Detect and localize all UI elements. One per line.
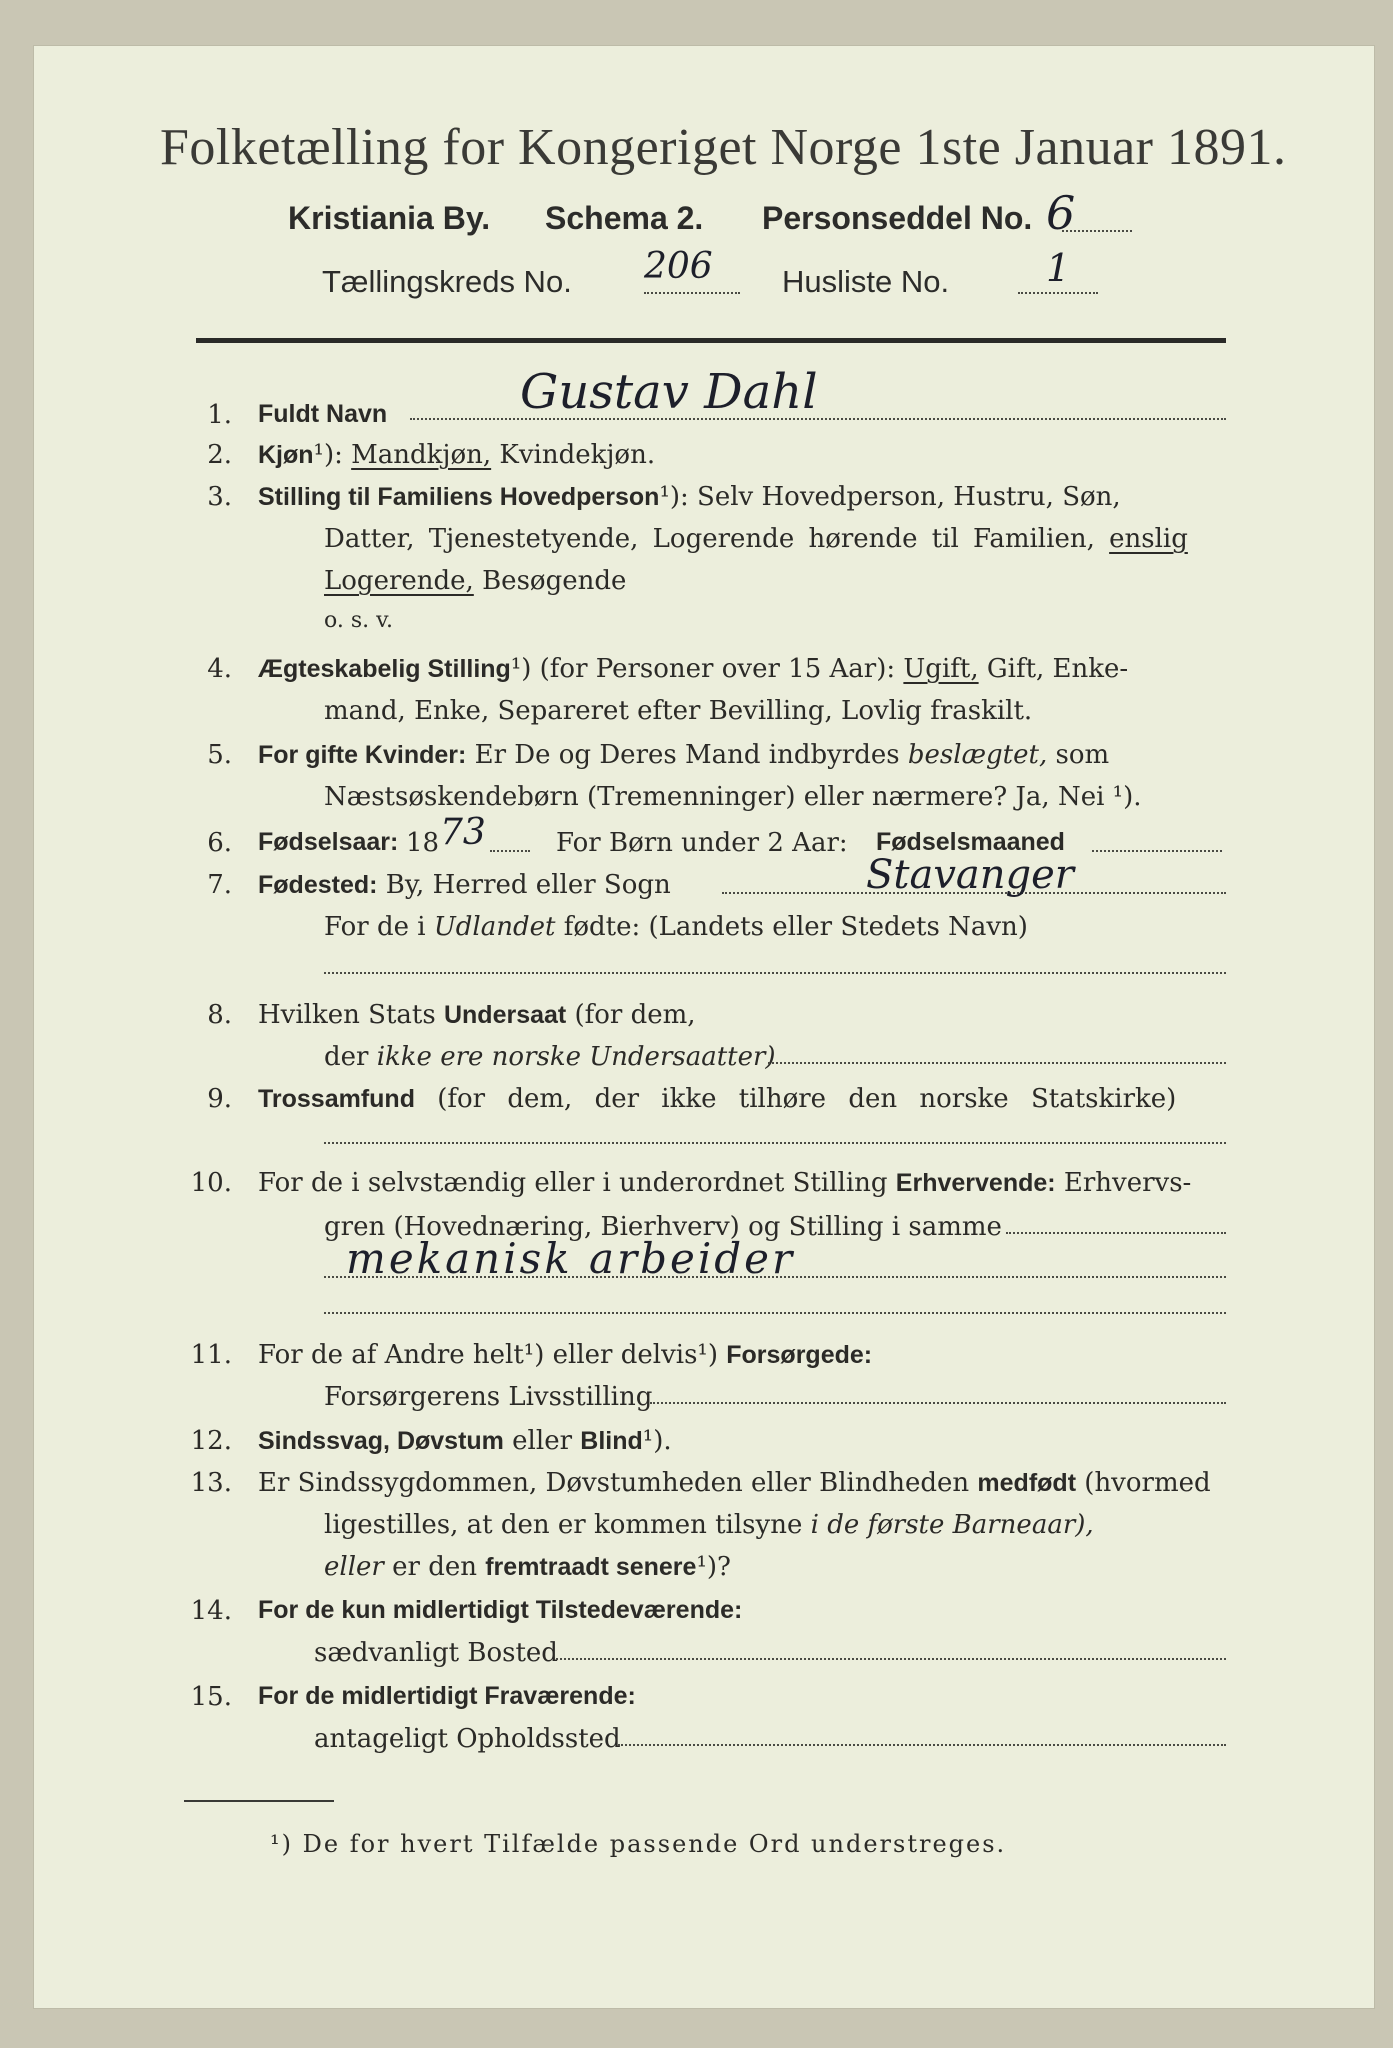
undersaat-text-2: (for dem, xyxy=(574,1000,696,1030)
footnote: ¹) De for hvert Tilfælde passende Ord understreges. xyxy=(270,1830,1007,1858)
item-number: 13. xyxy=(190,1468,232,1498)
forsorgede-line-2: Forsørgerens Livsstilling xyxy=(324,1382,653,1412)
stilling-label: Stilling til Familiens Hovedperson xyxy=(258,483,660,511)
aegteskab-line-1 xyxy=(258,654,1128,684)
item-number: 3. xyxy=(207,482,232,512)
fodested-udlandet: Udlandet xyxy=(433,912,556,942)
undersaat-line-2 xyxy=(324,1042,776,1072)
fodested-udland-text-1: For de i xyxy=(324,912,426,942)
fodselsaar-label: Fødselsaar: xyxy=(258,828,399,856)
aegteskab-line-2: mand, Enke, Separeret efter Bevilling, Lovlig fraskilt. xyxy=(324,696,1033,726)
erhverv-value: mekanisk arbeider xyxy=(346,1234,796,1283)
personseddel-label: Personseddel No. xyxy=(762,200,1033,236)
undersaat-label: Undersaat xyxy=(443,1001,567,1029)
dotted-line xyxy=(1018,292,1098,294)
erhverv-line-1 xyxy=(258,1168,1191,1198)
stilling-line-1 xyxy=(258,482,1121,512)
form-title: Folketælling for Kongeriget Norge 1ste Januar 1891. xyxy=(160,119,1287,176)
fodested-text: By, Herred eller Sogn xyxy=(385,870,671,900)
erhverv-label: Erhvervende: xyxy=(895,1169,1056,1197)
kreds-number: 206 xyxy=(644,246,713,287)
trossamfund-line xyxy=(258,1084,1176,1114)
medfodt-barneaar: i de første Barneaar), xyxy=(810,1510,1094,1540)
medfodt-text-3: ligestilles, at den er kommen tilsyne xyxy=(324,1510,803,1540)
sindssvag-eller: eller xyxy=(512,1426,573,1456)
item-number: 8. xyxy=(207,1000,232,1030)
fodested-label: Fødested: xyxy=(258,871,378,899)
dotted-line xyxy=(768,1062,1226,1064)
sindssvag-label: Sindssvag, Døvstum xyxy=(258,1427,504,1455)
dotted-line xyxy=(324,972,1226,974)
fuldt-navn-label: Fuldt Navn xyxy=(258,400,388,428)
medfodt-eller: eller xyxy=(324,1552,384,1582)
item-number: 7. xyxy=(207,870,232,900)
medfodt-text-4: er den xyxy=(392,1552,477,1582)
fodselsaar-born-text: For Børn under 2 Aar: xyxy=(556,828,848,858)
trossamfund-label: Trossamfund xyxy=(258,1085,415,1113)
schema-label: Schema 2. xyxy=(545,200,704,236)
stilling-line-3 xyxy=(324,566,626,596)
item-number: 9. xyxy=(207,1084,232,1114)
dotted-line xyxy=(324,1312,1226,1314)
personseddel-number: 6 xyxy=(1046,186,1076,240)
dotted-line xyxy=(324,1142,1226,1144)
undersaat-text-1: Hvilken Stats xyxy=(258,1000,436,1030)
medfodt-text-2: (hvormed xyxy=(1084,1468,1211,1498)
dotted-line xyxy=(556,1658,1226,1660)
item-number: 6. xyxy=(207,828,232,858)
item-number: 14. xyxy=(190,1596,232,1626)
opholdssted-text: antageligt Opholdssted xyxy=(314,1724,621,1754)
husliste-label: Husliste No. xyxy=(782,264,950,299)
fremtraadt-label: fremtraadt senere xyxy=(485,1553,697,1581)
aegteskab-options-1: ¹) (for Personer over 15 Aar): xyxy=(510,654,896,684)
fodselsmaaned-label: Fødselsmaaned xyxy=(876,828,1065,856)
undersaat-der: der xyxy=(324,1042,369,1072)
stilling-options-2: Datter, Tjenestetyende, Logerende hørende til Familien, xyxy=(324,524,1095,554)
trossamfund-text: (for dem, der ikke tilhøre den norske Statskirke) xyxy=(437,1084,1177,1114)
stilling-option-besogende: Besøgende xyxy=(482,566,627,596)
footnote-ref: ¹)? xyxy=(696,1552,731,1582)
fuldt-navn-value: Gustav Dahl xyxy=(520,364,818,420)
footnote-ref: ¹): xyxy=(313,440,343,470)
aegteskab-label: Ægteskabelig Stilling xyxy=(258,655,511,683)
kjon-label: Kjøn xyxy=(258,441,314,469)
gifte-kvinder-som: som xyxy=(1055,740,1110,770)
erhverv-text-1: For de i selvstændig eller i underordnet Stilling xyxy=(258,1168,888,1198)
header-divider xyxy=(196,338,1226,343)
item-number: 11. xyxy=(190,1340,232,1370)
dotted-line xyxy=(618,1744,1226,1746)
dotted-line xyxy=(650,1402,1226,1404)
medfodt-line-2 xyxy=(324,1510,1094,1540)
fodested-value: Stavanger xyxy=(866,852,1074,898)
dotted-line xyxy=(644,292,740,294)
medfodt-text-1: Er Sindssygdommen, Døvstumheden eller Blindheden xyxy=(258,1468,970,1498)
erhverv-line-2: gren (Hovednæring, Bierhverv) og Stilling i samme xyxy=(324,1212,1002,1242)
gifte-kvinder-beslaegtet: beslægtet, xyxy=(907,740,1048,770)
dotted-line xyxy=(1006,1232,1226,1234)
footnote-ref: ¹). xyxy=(642,1426,672,1456)
fodested-line-1 xyxy=(258,870,671,900)
aegteskab-option-ugift: Ugift, xyxy=(903,654,979,684)
bosted-text: sædvanligt Bosted xyxy=(314,1638,558,1668)
kreds-label: Tællingskreds No. xyxy=(322,264,572,299)
dotted-line xyxy=(1062,230,1132,232)
dotted-line xyxy=(490,850,530,852)
stilling-option-enslig: enslig xyxy=(1109,524,1188,554)
blind-label: Blind xyxy=(580,1427,643,1455)
item-number: 10. xyxy=(190,1168,232,1198)
medfodt-label: medfødt xyxy=(977,1469,1077,1497)
city-label: Kristiania By. xyxy=(288,200,491,236)
forsorgede-text: For de af Andre helt¹) eller delvis¹) xyxy=(258,1340,718,1370)
stilling-options-1: ¹): Selv Hovedperson, Hustru, Søn, xyxy=(659,482,1121,512)
item-number: 4. xyxy=(207,654,232,684)
forsorgede-line-1 xyxy=(258,1340,872,1370)
stilling-line-2 xyxy=(324,524,1188,554)
fravaerende-label: For de midlertidigt Fraværende: xyxy=(258,1682,636,1710)
dotted-line xyxy=(324,1276,1226,1278)
gifte-kvinder-line-1 xyxy=(258,740,1109,770)
dotted-line xyxy=(410,418,1226,420)
forsorgede-label: Forsørgede: xyxy=(726,1341,873,1369)
stilling-line-4: o. s. v. xyxy=(324,608,393,633)
medfodt-line-1 xyxy=(258,1468,1211,1498)
kjon-option-kvinde: Kvindekjøn. xyxy=(499,440,656,470)
item-number: 1. xyxy=(207,400,232,430)
sindssvag-line xyxy=(258,1426,672,1456)
fodselsaar-prefix: 18 xyxy=(406,828,440,858)
gifte-kvinder-line-2: Næstsøskendebørn (Tremenninger) eller nærmere? Ja, Nei ¹). xyxy=(324,782,1142,812)
item-number: 15. xyxy=(190,1682,232,1712)
gifte-kvinder-text: Er De og Deres Mand indbyrdes xyxy=(474,740,900,770)
gifte-kvinder-label: For gifte Kvinder: xyxy=(258,741,467,769)
aegteskab-options-2: Gift, Enke- xyxy=(986,654,1129,684)
kjon-line xyxy=(258,440,655,470)
item-number: 2. xyxy=(207,440,232,470)
fodselsaar-value: 73 xyxy=(440,812,486,853)
stilling-option-logerende: Logerende, xyxy=(324,566,474,596)
tilstedevaerende-label: For de kun midlertidigt Tilstedeværende: xyxy=(258,1596,743,1624)
undersaat-ikke-norske: ikke ere norske Undersaatter) xyxy=(376,1042,776,1072)
undersaat-line-1 xyxy=(258,1000,696,1030)
kjon-option-mand: Mandkjøn, xyxy=(351,440,492,470)
fodested-line-2 xyxy=(324,912,1028,942)
fodested-udland-text-2: fødte: (Landets eller Stedets Navn) xyxy=(563,912,1028,942)
item-number: 5. xyxy=(207,740,232,770)
medfodt-line-3 xyxy=(324,1552,731,1582)
item-number: 12. xyxy=(190,1426,232,1456)
footnote-divider xyxy=(184,1800,334,1802)
husliste-number: 1 xyxy=(1046,246,1071,290)
dotted-line xyxy=(1092,850,1222,852)
erhverv-text-2: Erhvervs- xyxy=(1063,1168,1192,1198)
